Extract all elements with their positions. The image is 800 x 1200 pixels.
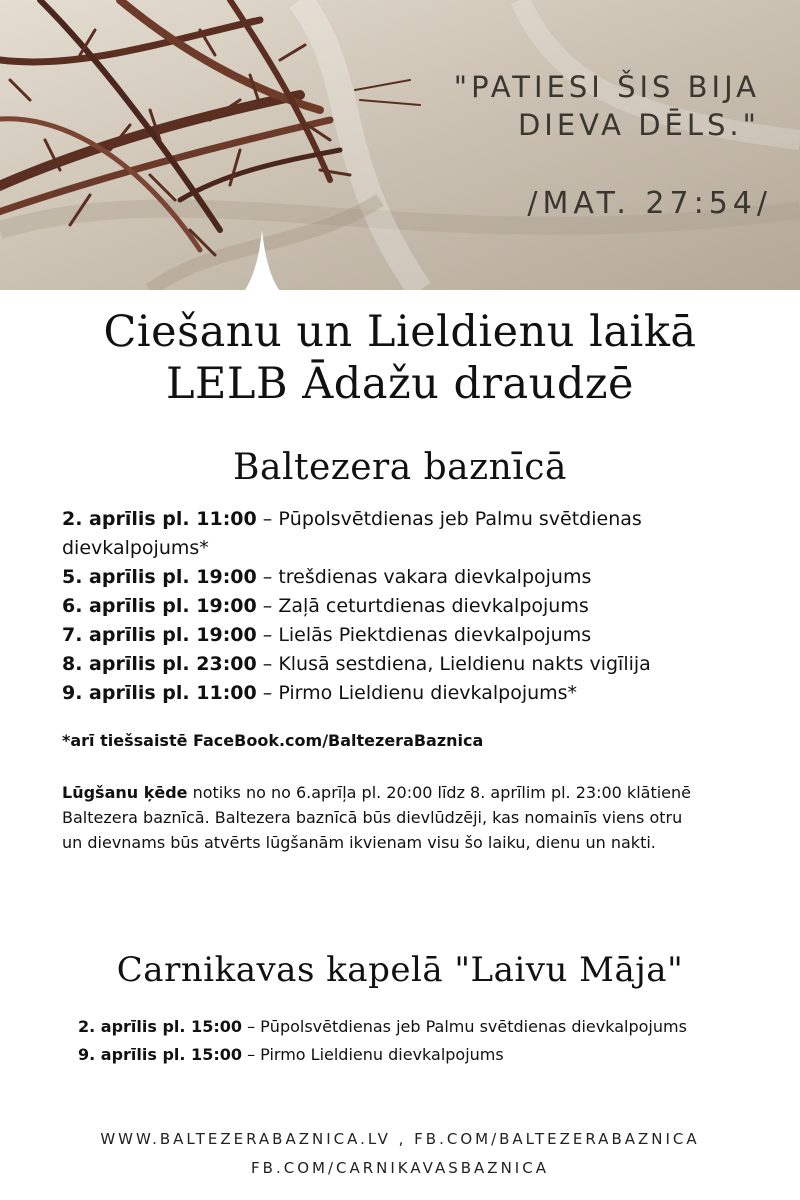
baltezers-event-list: [62, 505, 762, 708]
hero-banner: [0, 0, 800, 290]
event-description: – Lielās Piektdienas dievkalpojums: [256, 624, 592, 646]
event-time: 7. aprīlis pl. 19:00: [62, 624, 257, 646]
event-time: 2. aprīlis pl. 15:00: [78, 1017, 242, 1036]
list-item: [62, 563, 762, 592]
list-item: [62, 621, 762, 650]
online-note: *arī tiešsaistē FaceBook.com/BaltezeraBaznica: [62, 731, 484, 750]
prayer-chain-label: Lūgšanu ķēde: [62, 783, 188, 802]
carnikava-event-list: [78, 1013, 718, 1069]
list-item: [62, 505, 762, 563]
prayer-chain-text: notiks no no 6.aprīļa pl. 20:00 līdz 8. aprīlim pl. 23:00 klātienē Baltezera baznīcā. Baltezera baznīcā būs dievlūdzēji, kas nomainīs viens otru un dievnams būs atvērts lūgšanām ikvienam visu šo laiku, dienu un nakti.: [62, 783, 691, 852]
event-description: – Pūpolsvētdienas jeb Palmu svētdienas dievkalpojums: [241, 1017, 687, 1036]
footer-links-line-2: FB.COM/CARNIKAVASBAZNICA: [251, 1159, 549, 1177]
event-description: – Pirmo Lieldienu dievkalpojums: [241, 1045, 504, 1064]
title-line-1: Ciešanu un Lieldienu laikā: [103, 307, 697, 357]
event-time: 6. aprīlis pl. 19:00: [62, 595, 257, 617]
event-time: 9. aprīlis pl. 11:00: [62, 682, 257, 704]
list-item: [62, 679, 762, 708]
list-item: [62, 650, 762, 679]
crown-of-thorns-image: [0, 0, 800, 290]
event-description: – Pirmo Lieldienu dievkalpojums*: [256, 682, 578, 704]
footer-links-line-1: WWW.BALTEZERABAZNICA.LV , FB.COM/BALTEZERABAZNICA: [100, 1130, 700, 1148]
event-time: 5. aprīlis pl. 19:00: [62, 566, 257, 588]
quote-line-1: "PATIESI ŠIS BIJA: [453, 70, 760, 104]
prayer-chain-paragraph: [62, 780, 702, 855]
event-description: – Klusā sestdiena, Lieldienu nakts vigīlija: [256, 653, 651, 675]
event-description: – trešdienas vakara dievkalpojums: [256, 566, 592, 588]
event-time: 2. aprīlis pl. 11:00: [62, 508, 257, 530]
scripture-quote: [360, 68, 760, 144]
title-line-2: LELB Ādažu draudzē: [165, 359, 635, 409]
event-description: – Pūpolsvētdienas jeb Palmu svētdienas dievkalpojums*: [62, 508, 642, 559]
baltezers-heading: Baltezera baznīcā: [233, 447, 567, 488]
carnikava-heading: Carnikavas kapelā "Laivu Māja": [116, 950, 684, 990]
list-item: [78, 1013, 718, 1041]
scripture-reference: /MAT. 27:54/: [527, 186, 772, 221]
event-time: 8. aprīlis pl. 23:00: [62, 653, 257, 675]
event-time: 9. aprīlis pl. 15:00: [78, 1045, 242, 1064]
event-description: – Zaļā ceturtdienas dievkalpojums: [256, 595, 589, 617]
list-item: [62, 592, 762, 621]
list-item: [78, 1041, 718, 1069]
page-title: [0, 306, 800, 410]
quote-line-2: DIEVA DĒLS.": [517, 108, 760, 142]
